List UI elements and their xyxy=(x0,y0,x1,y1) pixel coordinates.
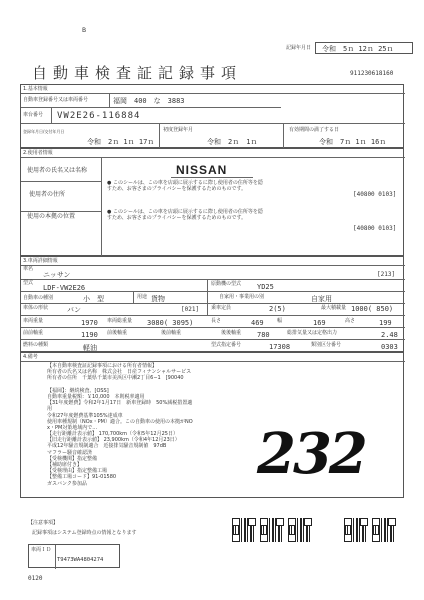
remark-line: 用 xyxy=(47,406,53,413)
maker-label: 車名 xyxy=(23,266,34,272)
qr-code-4 xyxy=(344,518,368,542)
class-number: 0303 xyxy=(381,343,398,351)
type-cert: 17308 xyxy=(269,343,291,351)
model-label: 型式 xyxy=(23,280,34,286)
gross-weight: 3080( 3095) xyxy=(147,319,194,327)
front-axle-label: 前前軸重 xyxy=(23,330,44,336)
width-label: 幅 xyxy=(277,318,283,324)
remark-line: 【補助席付き】 xyxy=(47,462,83,468)
length: 469 xyxy=(251,319,264,327)
first-year-label: 初度登録年月 xyxy=(163,127,194,133)
body-code: [021] xyxy=(181,306,200,313)
fuel: 軽油 xyxy=(83,344,97,352)
fuel-label: 燃料の種類 xyxy=(23,342,49,348)
displacement: 2.48 xyxy=(381,331,398,339)
use: 貨物 xyxy=(151,295,165,303)
remark-line: 【31年度燃費】令和2年1月17日 新車登録時 50%減税措置適 xyxy=(47,400,193,407)
capacity: 2(5) xyxy=(269,305,286,313)
maker-code: [213] xyxy=(377,271,396,278)
remarks-header: 4.備考 xyxy=(23,354,38,360)
vehicle-id-label: 車両ＩＤ xyxy=(31,547,52,553)
remark-line: 【走行距離計表示値】 170,700km（令和5年12月25日） xyxy=(47,431,178,438)
width: 169 xyxy=(313,319,326,327)
length-label: 長さ xyxy=(211,318,222,324)
remarks-list xyxy=(47,363,193,487)
gross-label: 車両総重量 xyxy=(107,318,133,324)
remark-line: 【旧走行距離計表示値】 23,900km（令和4年12月23日） xyxy=(47,437,180,444)
expiry-label: 有効期間の満了する日 xyxy=(289,127,340,133)
capacity-label: 乗車定員 xyxy=(211,305,232,311)
first-reg-label: 登録年月日/交付年月日 xyxy=(23,129,65,135)
front-axle: 1190 xyxy=(81,331,98,339)
code-2: [40800 0103] xyxy=(353,225,397,232)
page-title: 自動車検査証記録事項 xyxy=(32,64,243,82)
use-label: 用途 xyxy=(137,294,148,300)
basic-info-header: 1.基本情報 xyxy=(23,86,48,92)
private-label: 自家用・事業用の別 xyxy=(219,294,265,300)
front-rear-axle-label: 前後軸重 xyxy=(107,330,128,336)
qr-code-1 xyxy=(232,518,256,542)
user-address-label: 使用者の住所 xyxy=(29,191,66,198)
engine-label: 原動機の型式 xyxy=(211,281,242,287)
remark-line: 自動車重量税額：￥10,000 本則税率適用 xyxy=(47,393,145,400)
expiry-date: 令和 7ｎ 1ｎ 16ｎ xyxy=(319,138,387,146)
remark-line: x・PM対策地域内で… xyxy=(47,424,98,431)
vehicle-detail-section xyxy=(20,256,404,352)
displacement-label: 総排気量又は定格出力 xyxy=(287,330,338,336)
kind: 小 型 xyxy=(83,295,104,303)
issue-date: 令和 5ｎ 12ｎ 25ｎ xyxy=(322,45,394,53)
seal-note-1: ● このシールは、この車を店頭に展示するに際し使用者の住所等を隠すため、お客さまのプライバシーを保護するためのものです。 xyxy=(107,180,263,192)
user-info-header: 2.使用者情報 xyxy=(23,150,53,156)
notes-text: 記録事項はシステム登録時点の情報となります xyxy=(32,530,137,536)
reg-no-label: 自動車登録番号又は車両番号 xyxy=(23,97,89,103)
first-reg-date: 令和 2ｎ 1ｎ 17ｎ xyxy=(87,138,155,146)
rear-front-axle-label: 後前軸重 xyxy=(161,330,182,336)
qr-code-5 xyxy=(372,518,396,542)
vehicle-weight: 1970 xyxy=(81,319,98,327)
private-use: 自家用 xyxy=(311,295,332,303)
vehicle-id-box xyxy=(28,544,120,568)
class-label: 類別区分番号 xyxy=(311,342,342,348)
rear-axle-label: 後後軸重 xyxy=(221,330,242,336)
engine: YD25 xyxy=(257,283,274,291)
body-label: 車体の形状 xyxy=(23,305,49,311)
remark-line: 所有者の住所 千葉県千葉市美浜区中瀬2丁目6−1 [90040 xyxy=(47,375,184,382)
remarks-section xyxy=(20,352,404,498)
seal-note-2: ● このシールは、この車を店頭に展示するに際し使用者の住所等を隠すため、お客さまのプライバシーを保護するためのものです。 xyxy=(107,209,263,221)
first-year: 令和 2ｎ 1ｎ xyxy=(207,138,258,146)
height-label: 高さ xyxy=(345,318,356,324)
corner-mark: B xyxy=(82,27,87,34)
remark-line: 使用車種規制（NOx・PM）適合。この自動車の使用の本拠がNO xyxy=(47,418,193,425)
document-number: 911230618160 xyxy=(350,70,394,77)
body: バン xyxy=(67,306,81,314)
basic-info-section xyxy=(20,84,404,148)
code-1: [40800 0103] xyxy=(353,191,397,198)
vehicle-detail-header: 3.車両詳細情報 xyxy=(23,258,58,264)
registration-number: 福岡 400 な 3883 xyxy=(113,97,185,105)
remark-line: 【福岡】：継続検査、[OSS] xyxy=(47,387,109,394)
handwritten-number: 232 xyxy=(257,421,365,487)
type-cert-label: 型式指定番号 xyxy=(211,342,242,348)
issue-date-label: 記録年月日 xyxy=(286,45,312,51)
vin: VW2E26-116884 xyxy=(57,111,141,121)
user-name-label: 使用者の氏名又は名称 xyxy=(27,167,88,174)
issue-date-box xyxy=(315,42,413,54)
rear-axle: 780 xyxy=(257,331,270,339)
maker: ニッサン xyxy=(43,271,71,279)
height: 199 xyxy=(379,319,392,327)
max-load: 1000( 850) xyxy=(351,305,394,313)
remark-line: ガスバンク参加品 xyxy=(47,480,87,487)
qr-code-2 xyxy=(260,518,284,542)
base-location-label: 使用の本拠の位置 xyxy=(27,213,76,220)
nissan-logo: NISSAN xyxy=(176,163,228,177)
weight-label: 車両重量 xyxy=(23,318,44,324)
vehicle-id: T9473WA4804274 xyxy=(57,557,104,563)
notes-header: 【注意事項】 xyxy=(28,520,59,526)
user-info-section xyxy=(20,148,404,256)
remark-line: 【整備工場コード】91-01580 xyxy=(47,474,117,481)
qr-code-3 xyxy=(288,518,312,542)
vin-label: 車台番号 xyxy=(23,112,44,118)
page-code: 0120 xyxy=(28,575,43,582)
load-label: 最大積載量 xyxy=(321,305,347,311)
remark-line: 【受検機関】指定整備 xyxy=(47,455,98,462)
remark-line: 令和27年度燃費基準105%達成車 xyxy=(47,412,123,419)
remark-line: マフラー騒音確認済 xyxy=(47,449,93,456)
remark-line: 【本自動車検査証記録事項における所有者情報】 xyxy=(47,363,158,369)
kind-label: 自動車の種別 xyxy=(23,295,54,301)
remark-line: 所有者の氏名又は名称 株式会社 日産フィナンシャルサービス xyxy=(47,369,192,376)
model: LDF-VW2E26 xyxy=(43,284,86,292)
remark-line: 【受検理由】指定整備工場 xyxy=(47,468,108,475)
remark-line: 平成12年騒音規制適合 近接排気騒音規制値 97dB xyxy=(47,443,167,450)
